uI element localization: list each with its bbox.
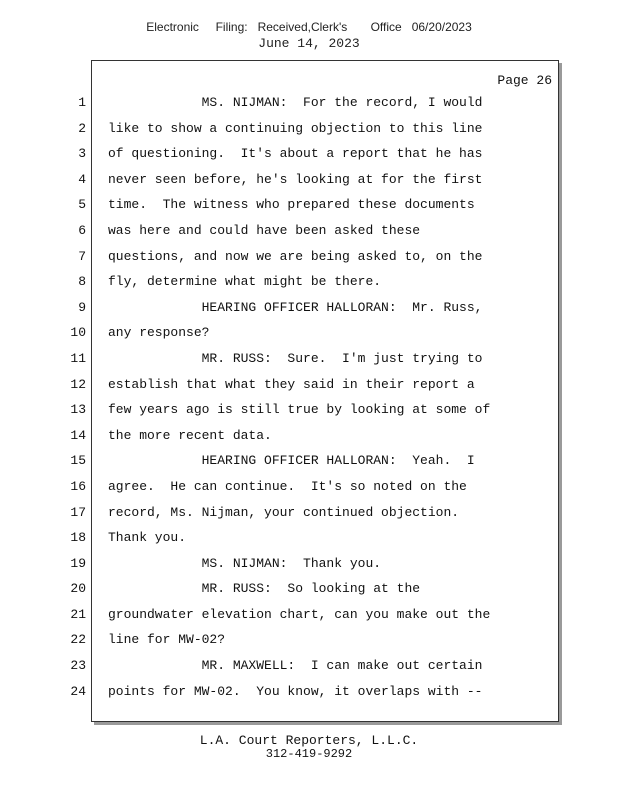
line-number: 18 (70, 530, 86, 546)
line-number: 7 (78, 248, 86, 264)
page-number: Page 26 (497, 73, 552, 88)
transcript-line: was here and could have been asked these (108, 222, 421, 238)
transcript-line: MR. RUSS: So looking at the (108, 581, 421, 597)
transcript-line: HEARING OFFICER HALLORAN: Mr. Russ, (108, 299, 483, 315)
transcript-line: questions, and now we are being asked to, on the (108, 248, 483, 264)
line-number: 16 (70, 478, 86, 494)
filing-stamp: Electronic Filing: Received,Clerk's Office 06/20/2023 (146, 20, 472, 34)
transcript-line: MS. NIJMAN: Thank you. (108, 555, 382, 571)
transcript-line: establish that what they said in their report a (108, 376, 475, 392)
line-number: 22 (70, 632, 86, 648)
line-number: 11 (70, 350, 86, 366)
transcript-line: HEARING OFFICER HALLORAN: Yeah. I (108, 453, 475, 469)
line-number: 23 (70, 658, 86, 674)
line-number: 17 (70, 504, 86, 520)
transcript-line: like to show a continuing objection to this line (108, 120, 483, 136)
line-number: 10 (70, 325, 86, 341)
line-number: 24 (70, 683, 86, 699)
line-number: 2 (78, 120, 86, 136)
line-number: 21 (70, 606, 86, 622)
line-number: 9 (78, 299, 86, 315)
transcript-line: agree. He can continue. It's so noted on the (108, 478, 467, 494)
transcript-line: fly, determine what might be there. (108, 274, 382, 290)
transcript-line: record, Ms. Nijman, your continued objection. (108, 504, 460, 520)
line-number: 4 (78, 171, 86, 187)
line-number: 8 (78, 274, 86, 290)
transcript-line: points for MW-02. You know, it overlaps with -- (108, 683, 483, 699)
transcript-line: never seen before, he's looking at for the first (108, 171, 483, 187)
transcript-line: of questioning. It's about a report that he has (108, 146, 483, 162)
court-reporter-phone: 312-419-9292 (265, 747, 353, 761)
line-number: 6 (78, 222, 86, 238)
line-number: 12 (70, 376, 86, 392)
transcript-line: any response? (108, 325, 210, 341)
hearing-date: June 14, 2023 (258, 36, 360, 51)
transcript-line: the more recent data. (108, 427, 272, 443)
transcript-line: time. The witness who prepared these documents (108, 197, 475, 213)
line-number-column (54, 93, 86, 707)
transcript-text (108, 93, 548, 707)
transcript-line: Thank you. (108, 530, 187, 546)
line-number: 5 (78, 197, 86, 213)
transcript-line: MR. MAXWELL: I can make out certain (108, 658, 483, 674)
transcript-line: line for MW-02? (108, 632, 226, 648)
line-number: 14 (70, 427, 86, 443)
transcript-line: groundwater elevation chart, can you make out the (108, 606, 491, 622)
line-number: 13 (70, 402, 86, 418)
transcript-line: few years ago is still true by looking at some of (108, 402, 491, 418)
transcript-line: MS. NIJMAN: For the record, I would (108, 95, 483, 110)
court-reporter-name: L.A. Court Reporters, L.L.C. (199, 733, 419, 748)
line-number: 20 (70, 581, 86, 597)
transcript-line: MR. RUSS: Sure. I'm just trying to (108, 350, 483, 366)
line-number: 15 (70, 453, 86, 469)
line-number: 19 (70, 555, 86, 571)
line-number: 1 (78, 95, 86, 110)
line-number: 3 (78, 146, 86, 162)
